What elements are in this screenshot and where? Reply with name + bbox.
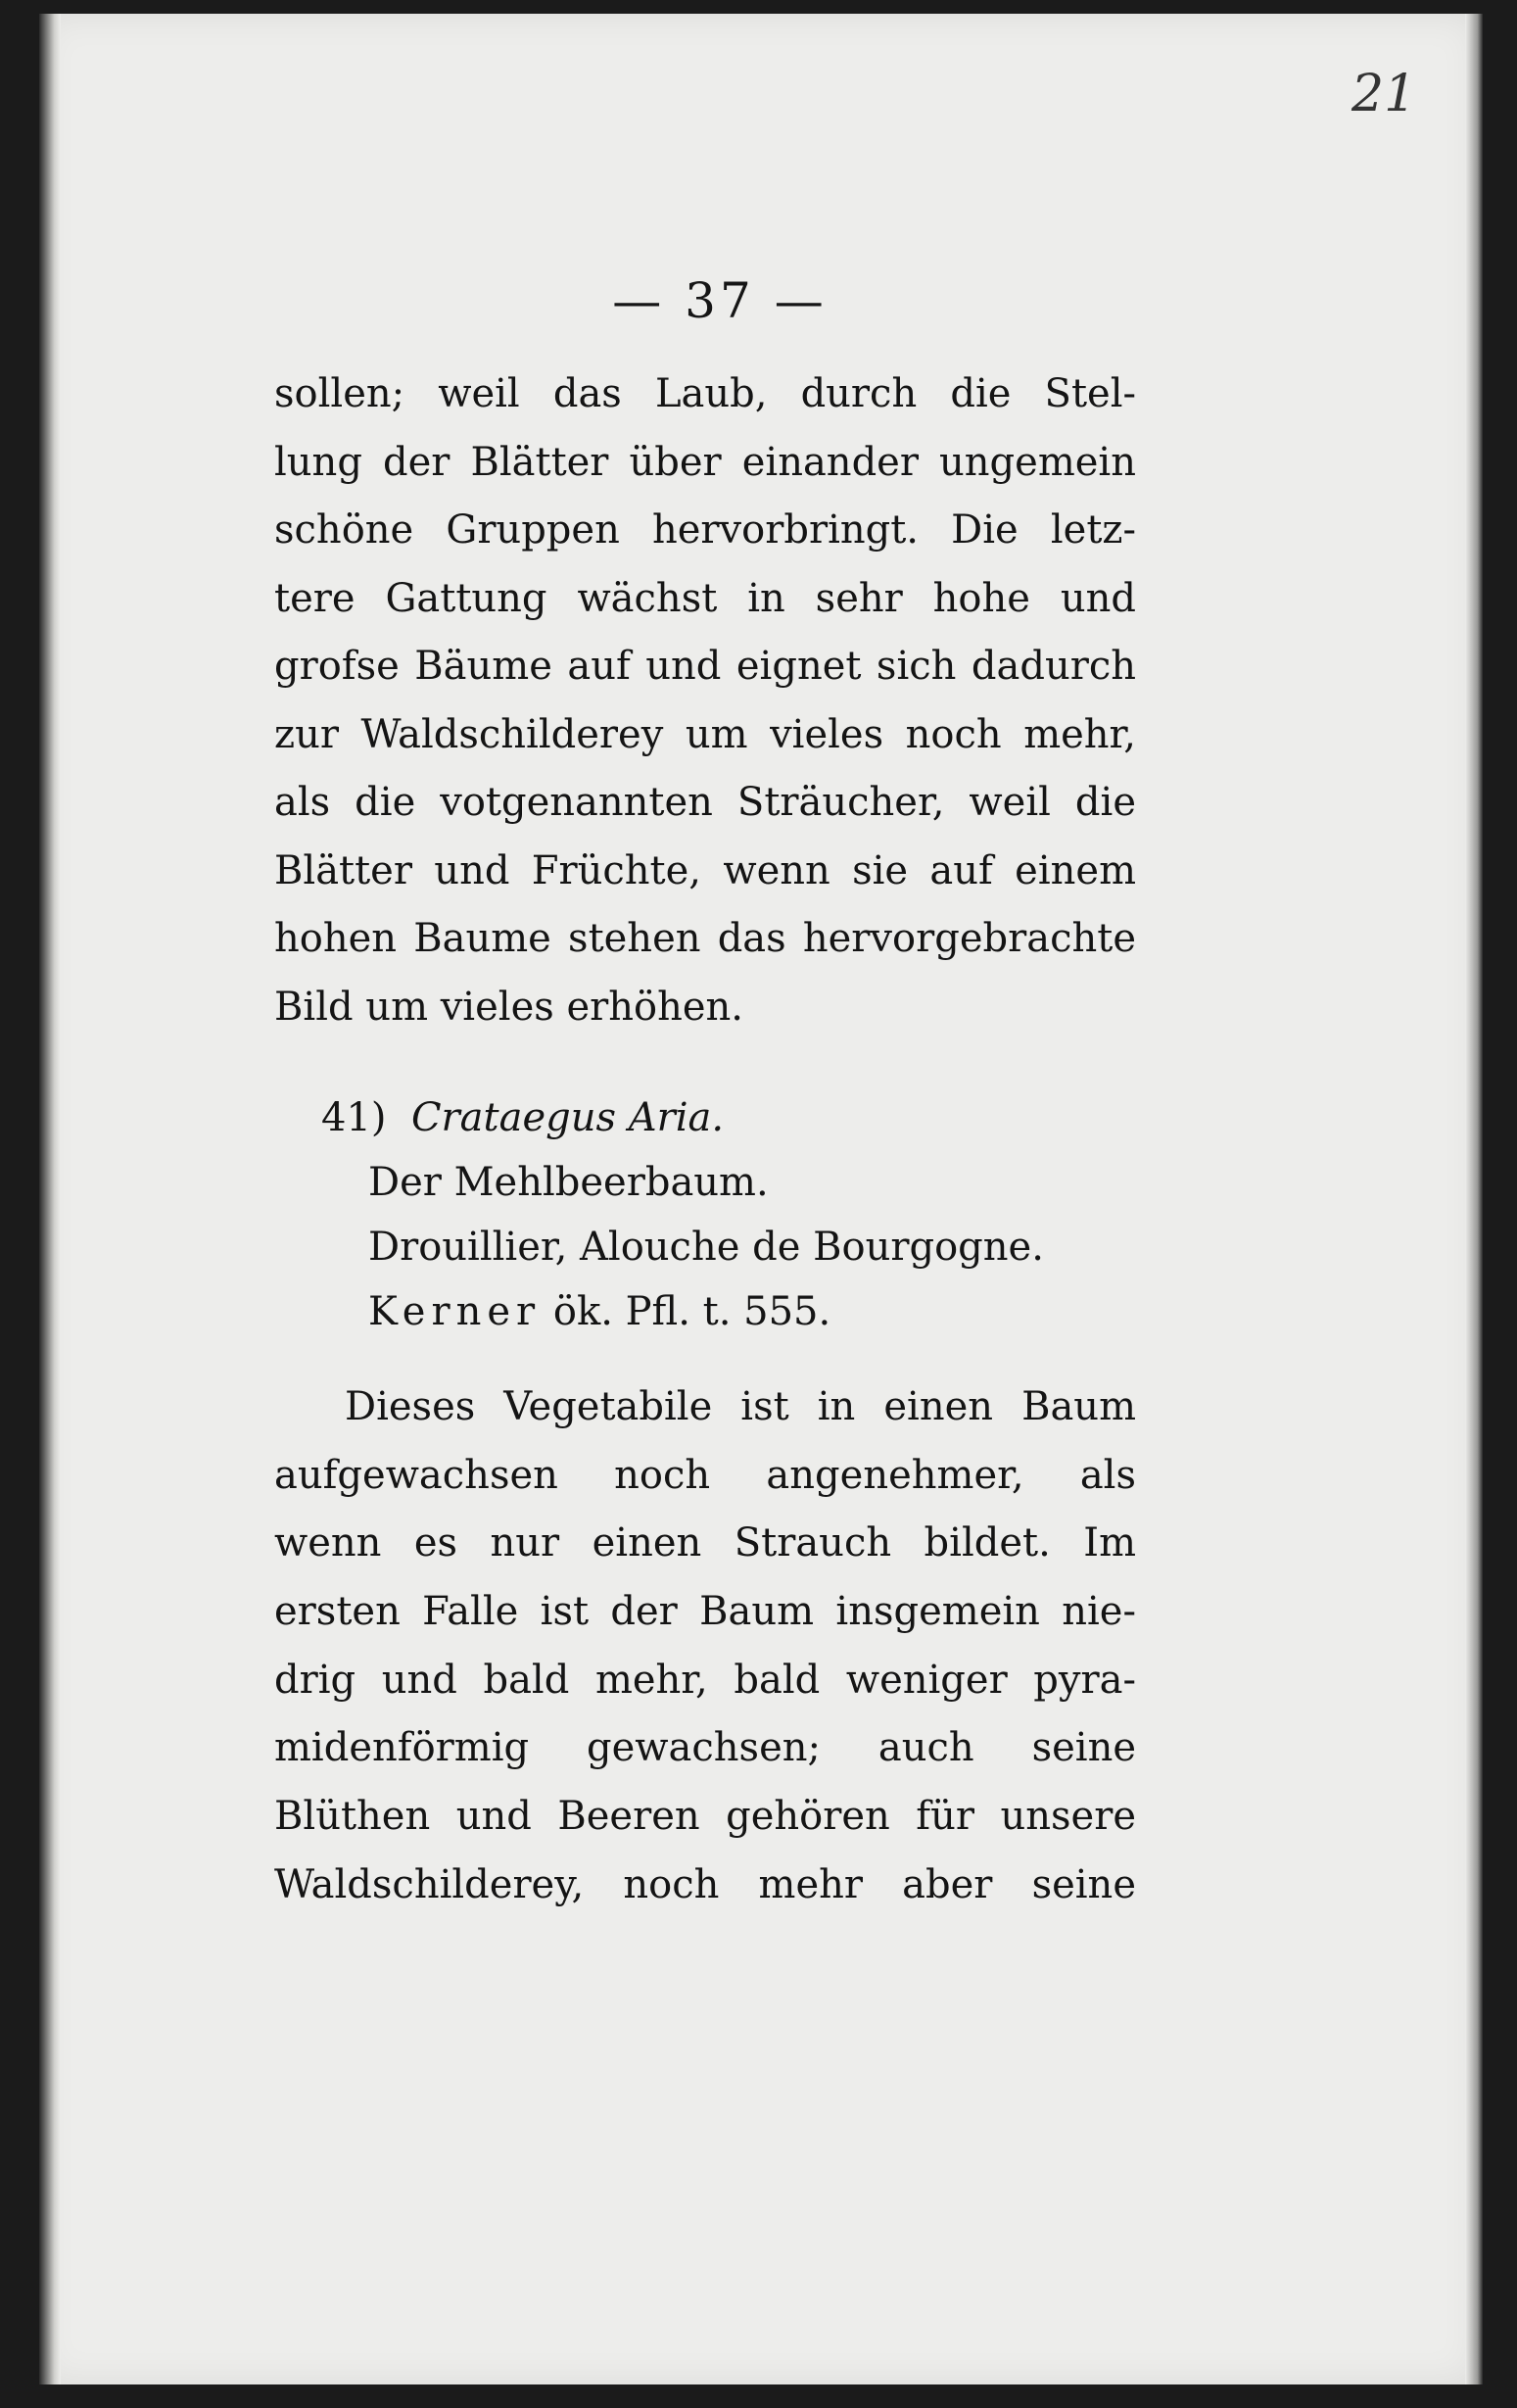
folio-number: 21	[1351, 65, 1417, 123]
text-line: drig und bald mehr, bald weniger pyra-	[274, 1657, 1136, 1703]
text-line: ersten Falle ist der Baum insgemein nie-	[274, 1589, 1136, 1635]
text-line: Blüthen und Beeren gehören für unsere	[274, 1794, 1136, 1840]
text-line: schöne Gruppen hervorbringt. Die letz-	[274, 507, 1136, 553]
text-line: zur Waldschilderey um vieles noch mehr,	[274, 711, 1136, 757]
reference-author: Kerner	[368, 1289, 542, 1334]
entry-heading	[274, 1085, 1156, 1150]
paragraph-2	[274, 1373, 1136, 1920]
text-line: midenförmig gewachsen; auch seine	[274, 1725, 1136, 1771]
text-line: Waldschilderey, noch mehr aber seine	[274, 1861, 1136, 1907]
french-name: Drouillier, Alouche de Bourgogne.	[368, 1225, 1044, 1270]
text-line: Blätter und Früchte, wenn sie auf einem	[274, 847, 1136, 893]
species-entry	[274, 1085, 1156, 1344]
common-name: Der Mehlbeerbaum.	[368, 1160, 769, 1205]
text-line: sollen; weil das Laub, durch die Stel-	[274, 371, 1136, 416]
reference	[274, 1279, 1156, 1344]
text-line: hohen Baume stehen das hervorgebrachte	[274, 916, 1136, 961]
page-edge-shadow	[1465, 14, 1483, 2384]
text-line: Dieses Vegetabile ist in einen Baum	[345, 1384, 1136, 1429]
text-line: tere Gattung wächst in sehr hohe und	[274, 575, 1136, 621]
text-line: wenn es nur einen Strauch bildet. Im	[274, 1520, 1136, 1566]
text-line: Bild um vieles erhöhen.	[274, 984, 744, 1030]
species-name: Crataegus Aria.	[410, 1095, 725, 1140]
entry-number: 41)	[321, 1095, 387, 1140]
text-line: lung der Blätter über einander ungemein	[274, 439, 1136, 485]
paragraph-1	[274, 361, 1136, 1041]
text-line: grofse Bäume auf und eignet sich dadurch	[274, 644, 1136, 689]
text-line: aufgewachsen noch angenehmer, als	[274, 1452, 1136, 1498]
page-number: — 37 —	[612, 272, 828, 329]
reference-detail: ök. Pfl. t. 555.	[552, 1289, 831, 1334]
page-gutter-shadow	[39, 14, 61, 2384]
text-line: als die votgenannten Sträucher, weil die	[274, 780, 1136, 825]
